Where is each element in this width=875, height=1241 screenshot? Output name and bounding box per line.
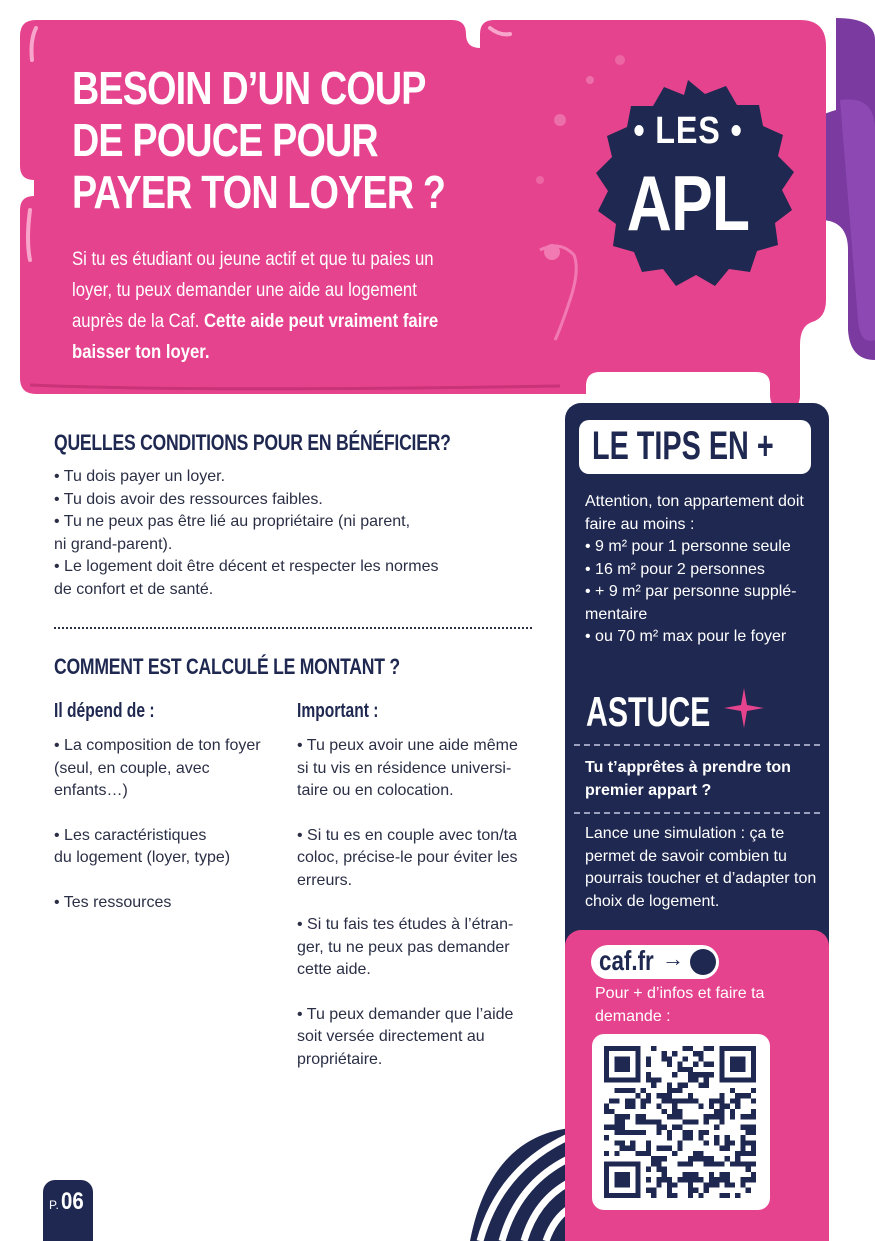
caf-link-label[interactable]: caf.fr xyxy=(599,945,654,976)
list-item: • Tu dois payer un loyer. xyxy=(54,468,226,485)
arrow-right-icon: → xyxy=(662,946,684,971)
list-item: • Tu dois avoir des ressources faibles. xyxy=(54,490,323,508)
astuce-title: ASTUCE xyxy=(586,688,711,735)
conditions-list xyxy=(54,466,514,601)
list-item: • Si tu es en couple avec ton/ta coloc, précise-le pour éviter les erreurs. xyxy=(297,826,518,889)
hero-intro-regular: Si tu es étudiant ou jeune actif et que tu paies un loyer, tu peux demander une aide au logement auprès de la Caf. xyxy=(72,249,434,332)
astuce-divider-top xyxy=(574,744,820,746)
badge-les: • LES • xyxy=(633,110,743,152)
list-item: • 9 m² pour 1 personne seule xyxy=(585,538,791,555)
page-number: 06 xyxy=(61,1188,84,1215)
calcul-title: COMMENT EST CALCULÉ LE MONTANT ? xyxy=(54,654,400,679)
astuce-divider-bottom xyxy=(574,812,820,814)
list-item: • Tu ne peux pas être lié au propriétaire (ni parent, ni grand-parent). xyxy=(54,513,411,553)
list-item: • Tu peux avoir une aide même si tu vis en résidence universi-taire ou en colocation. xyxy=(297,737,518,799)
sparkle-icon xyxy=(722,686,766,730)
tips-content xyxy=(585,491,820,649)
qr-code-icon[interactable] xyxy=(604,1046,756,1198)
list-item: • Le logement doit être décent et respecter les normes de confort et de santé. xyxy=(54,558,439,598)
tips-intro: Attention, ton appartement doit faire au moins : xyxy=(585,493,804,533)
list-item: • + 9 m² par personne supplé-mentaire xyxy=(585,583,797,623)
stripes-decoration xyxy=(460,1128,570,1241)
important-title: Important : xyxy=(297,700,379,722)
hero-intro xyxy=(72,244,442,368)
astuce-question: Tu t’apprêtes à prendre ton premier appart ? xyxy=(585,759,791,799)
caf-text: Pour + d’infos et faire ta demande : xyxy=(595,985,765,1025)
list-item: • La composition de ton foyer (seul, en couple, avec enfants…) xyxy=(54,737,261,799)
page-prefix: P. xyxy=(49,1198,59,1212)
important-list xyxy=(297,735,533,1093)
astuce-answer: Lance une simulation : ça te permet de savoir combien tu pourrais toucher et d’adapter ton choix de logement. xyxy=(585,825,817,910)
list-item: • 16 m² pour 2 personnes xyxy=(585,560,765,578)
hero-title: BESOIN D’UN COUP DE POUCE POUR PAYER TON LOYER ? xyxy=(72,62,446,218)
tips-title: LE TIPS EN + xyxy=(592,424,774,468)
conditions-title: QUELLES CONDITIONS POUR EN BÉNÉFICIER? xyxy=(54,430,451,455)
list-item: • Tu peux demander que l’aide soit versée directement au propriétaire. xyxy=(297,1005,514,1068)
list-item: • Tes ressources xyxy=(54,893,172,911)
list-item: • Les caractéristiques du logement (loyer, type) xyxy=(54,826,231,866)
list-item: • Si tu fais tes études à l’étran-ger, tu ne peux pas demander cette aide. xyxy=(297,916,514,978)
depend-list xyxy=(54,735,274,936)
badge-apl: APL xyxy=(626,159,750,247)
section-divider xyxy=(54,627,532,629)
list-item: • ou 70 m² max pour le foyer xyxy=(585,628,787,645)
dot-icon xyxy=(690,949,716,975)
hero-intro-bold: Cette aide peut vraiment faire baisser ton loyer. xyxy=(72,311,439,363)
depend-title: Il dépend de : xyxy=(54,700,155,722)
